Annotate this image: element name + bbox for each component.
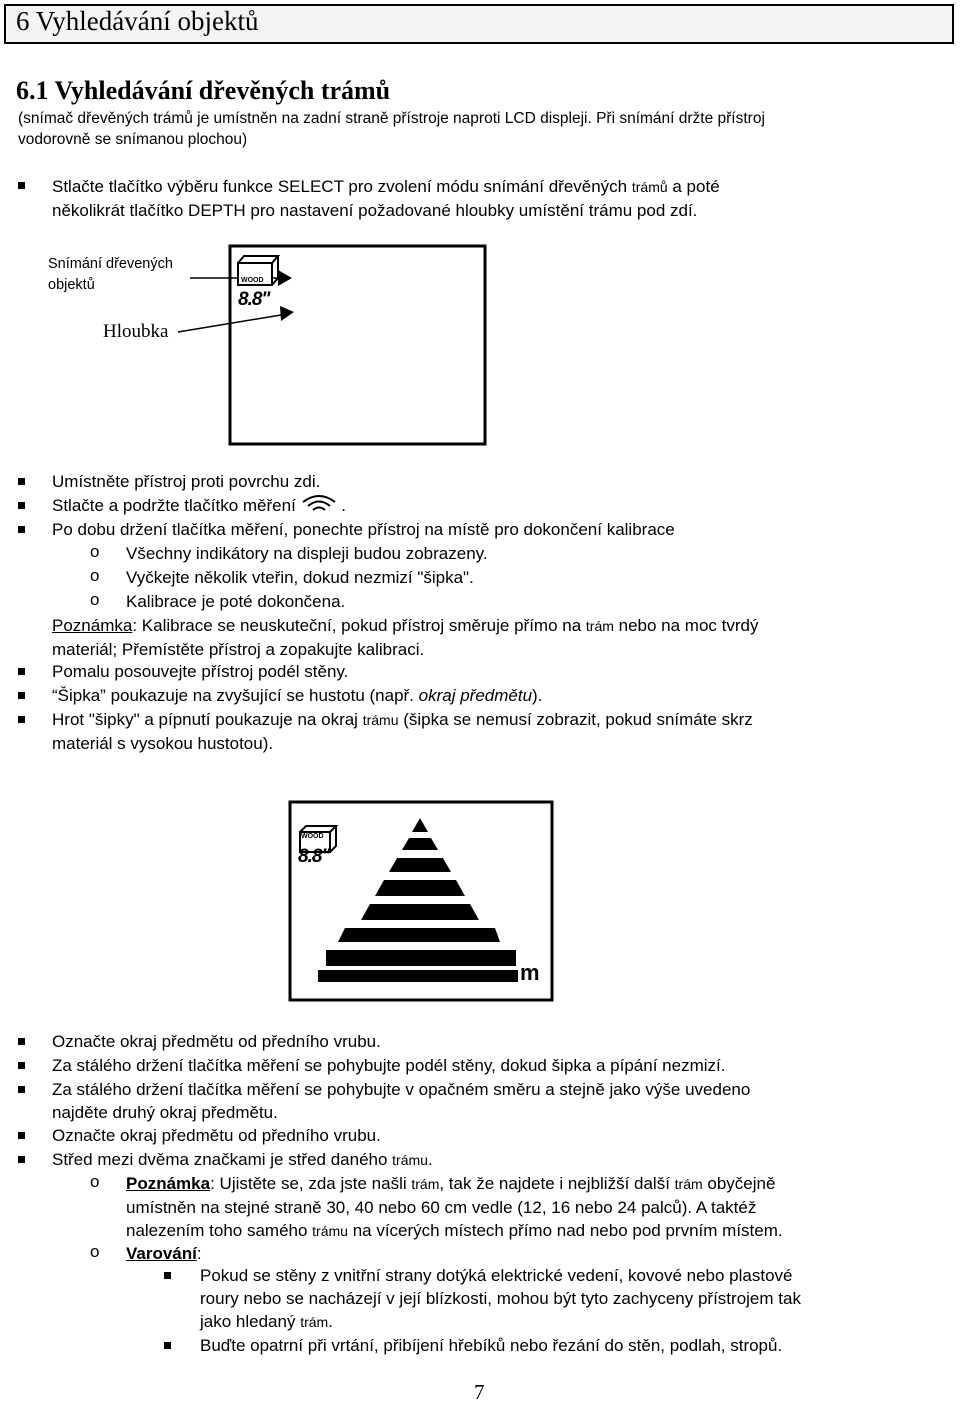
figure2-lcd-value: 8.8": [298, 846, 330, 867]
section-title: 6.1 Vyhledávání dřevěných trámů: [16, 76, 391, 105]
figure2-unit: m: [520, 960, 540, 985]
measure-wave-icon: [301, 494, 337, 514]
pyramid-bar-6: [338, 928, 500, 942]
bullet-square: [18, 668, 25, 675]
bullet-square: [18, 502, 25, 509]
figure1-lcd-value: 8.8": [238, 289, 270, 310]
bullet-square: [18, 478, 25, 485]
bullet-calibration: Po dobu držení tlačítka měření, ponechte přístroj na místě pro dokončení kalibrace: [52, 520, 675, 539]
figure1-leader-depth: [178, 314, 287, 332]
bullet-move-until: Za stálého držení tlačítka měření se pohybujte podél stěny, dokud šipka a pípání nezmizí.: [52, 1056, 726, 1075]
bullet-square: [18, 1086, 25, 1093]
bullet-square: [18, 1038, 25, 1045]
bullet-opposite-direction: Za stálého držení tlačítka měření se pohybujte v opačném směru a stejně jako výše uvedeno najděte druhý okraj předmětu.: [52, 1080, 751, 1122]
pyramid-bar-2: [402, 838, 438, 850]
pyramid-bar-5: [361, 904, 479, 920]
sub-bullet-wait: Vyčkejte několik vteřin, dokud nezmizí "šipka".: [126, 568, 474, 587]
warning-drilling: Buďte opatrní při vrtání, přibíjení hřebíků nebo řezání do stěn, podlah, stropů.: [200, 1336, 783, 1355]
sub-bullet-circle: o: [90, 542, 100, 561]
bullet-square: [164, 1272, 171, 1279]
warning-heading: Varování:: [126, 1244, 202, 1263]
figure1-arrowhead-scan: [278, 270, 292, 286]
bullet-square: [18, 1156, 25, 1163]
calibration-note: Poznámka: Kalibrace se neuskuteční, pokud přístroj směruje přímo na trám nebo na moc tvrdý materiál; Přemístěte přístroj a zopakujte kalibraci.: [52, 616, 759, 659]
sub-bullet-circle: o: [90, 566, 100, 585]
bullet-mark-edge: Označte okraj předmětu od předního vrubu.: [52, 1032, 381, 1051]
figure1-label-scan: Snímání dřevených objektů: [48, 256, 173, 293]
bullet-square: [18, 692, 25, 699]
sub-bullet-circle: o: [90, 1242, 100, 1261]
chapter-title: 6 Vyhledávání objektů: [16, 6, 259, 36]
page-number: 7: [474, 1380, 485, 1404]
bullet-square: [18, 526, 25, 533]
bullet-move-slowly: Pomalu posouvejte přístroj podél stěny.: [52, 662, 349, 681]
figure1-arrowhead-depth: [280, 306, 294, 321]
sub-bullet-circle: o: [90, 590, 100, 609]
intro-line-1: (snímač dřevěných trámů je umístněn na zadní straně přístroje naproti LCD displeji. Při snímání držte přístroj: [18, 110, 765, 127]
pyramid-bar-4: [375, 880, 465, 896]
figure2-diagram: [0, 790, 960, 1010]
bullet-hold-measure: Stlačte a podržte tlačítko měření .: [52, 496, 346, 515]
figure1-lcd-mode: WOOD: [241, 277, 264, 284]
intro-line-2: vodorovně se snímanou plochou): [18, 131, 248, 148]
figure2-lcd-mode: WOOD: [301, 833, 324, 840]
pyramid-bar-3: [389, 858, 451, 872]
bullet-mark-edge-2: Označte okraj předmětu od předního vrubu.: [52, 1126, 381, 1145]
pyramid-bar-1: [412, 818, 428, 832]
bullet-arrow-edge: Hrot "šipky" a pípnutí poukazuje na okraj trámu (šipka se nemusí zobrazit, pokud snímáte skrz materiál s vysokou hustotou).: [52, 710, 753, 753]
sub-bullet-indicators: Všechny indikátory na displeji budou zobrazeny.: [126, 544, 488, 563]
warning-wiring: Pokud se stěny z vnitřní strany dotýká elektrické vedení, kovové nebo plastové roury nebo se nacházejí v její blízkosti, mohou být tyto zachyceny přístrojem tak jako hledaný trám.: [200, 1266, 801, 1331]
tip-note: Poznámka: Ujistěte se, zda jste našli trám, tak že najdete i nejbližší další trám obyčejně umístněn na stejné straně 30, 40 nebo 60 cm vedle (12, 16 nebo 24 palců). A taktéž nalezením toho samého trámu na vícerých místech přímo nad nebo pod prvním místem.: [126, 1174, 783, 1240]
bullet-square: [18, 1062, 25, 1069]
step-select-mode: Stlačte tlačítko výběru funkce SELECT pro zvolení módu snímání dřevěných trámů a poté několikrát tlačítko DEPTH pro nastavení požadované hloubky umístění trámu pod zdí.: [52, 177, 720, 220]
bullet-square: [18, 716, 25, 723]
figure1-label-depth: Hloubka: [103, 321, 169, 342]
figure1-diagram: [0, 0, 960, 460]
sub-bullet-done: Kalibrace je poté dokončena.: [126, 592, 346, 611]
bullet-arrow-density: “Šipka” poukazuje na zvyšující se hustotu (např. okraj předmětu).: [52, 686, 543, 705]
bullet-square: [164, 1342, 171, 1349]
pyramid-bar-8: [318, 970, 518, 982]
sub-bullet-circle: o: [90, 1172, 100, 1191]
bullet-place-device: Umístněte přístroj proti povrchu zdi.: [52, 472, 321, 491]
bullet-center: Střed mezi dvěma značkami je střed daného trámu.: [52, 1150, 433, 1169]
bullet-square: [18, 1132, 25, 1139]
pyramid-bar-7: [326, 950, 516, 966]
